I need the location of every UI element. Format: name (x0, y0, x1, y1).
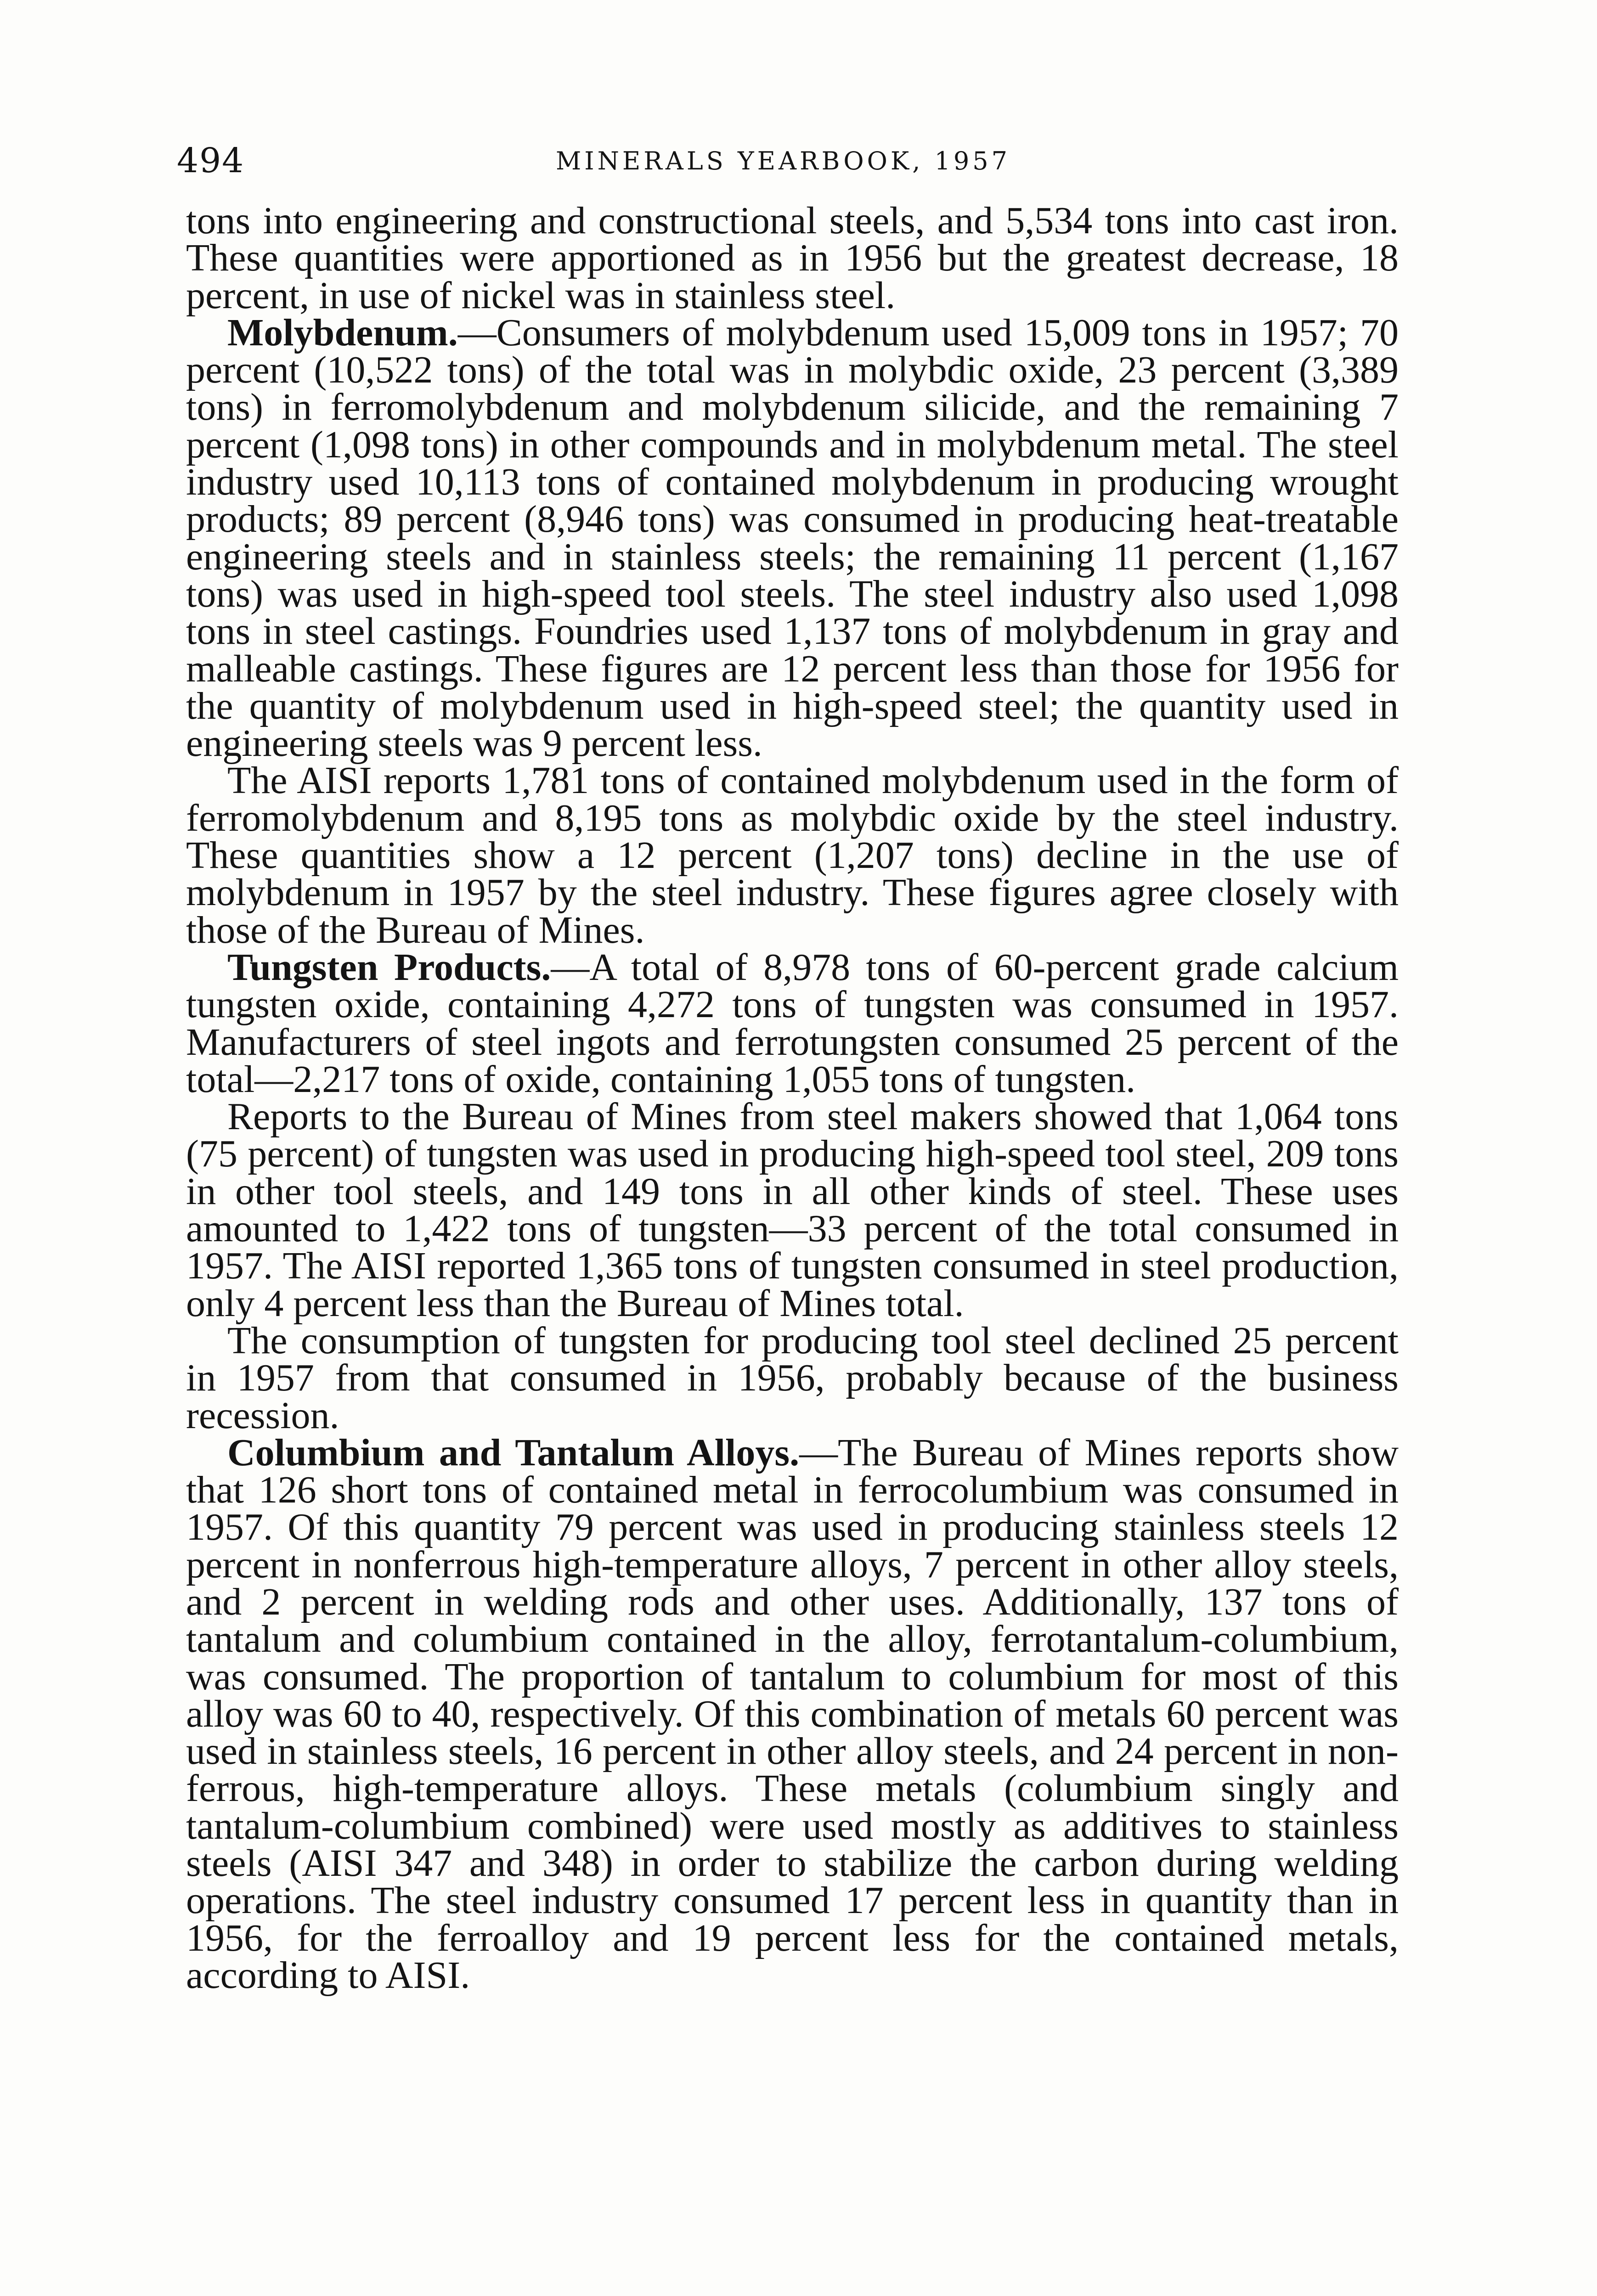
paragraph-text: —The Bureau of Mines reports show that 126 short tons of contained metal in ferrocolumbium was consumed in 1957. Of this quantity 79 percent was used in producing stainless steels 12 percent in nonferrous high-temperature alloys, 7 percent in other alloy steels, and 2 percent in welding rods and other uses. Additionally, 137 tons of tantalum and columbium contained in the alloy, ferrotantalum-columbium, was consumed. The proportion of tantalum to columbium for most of this alloy was 60 to 40, respectively. Of this combination of metals 60 percent was used in stainless steels, 16 percent in other alloy steels, and 24 percent in non-ferrous, high-temperature alloys. These metals (columbium singly and tantalum-columbium combined) were used mostly as additives to stainless steels (AISI 347 and 348) in order to stabilize the carbon during welding operations. The steel industry consumed 17 percent less in quantity than in 1956, for the ferroalloy and 19 percent less for the contained metals, according to AISI. (186, 1431, 1399, 1997)
running-title: MINERALS YEARBOOK, 1957 (555, 146, 1010, 175)
paragraph-text: —Consumers of molybdenum used 15,009 tons in 1957; 70 percent (10,522 tons) of the total was in molybdic oxide, 23 percent (3,389 tons) in ferromolybdenum and molybdenum silicide, and the remaining 7 percent (1,098 tons) in other compounds and in molybdenum metal. The steel industry used 10,113 tons of contained molybdenum in producing wrought products; 89 percent (8,946 tons) was consumed in producing heat-treatable engineering steels and in stainless steels; the remaining 11 percent (1,167 tons) was used in high-speed tool steels. The steel industry also used 1,098 tons in steel castings. Foundries used 1,137 tons of molybdenum in gray and malleable castings. These figures are 12 percent less than those for 1956 for the quantity of molybdenum used in high-speed steel; the quantity used in engineering steels was 9 percent less. (186, 311, 1399, 765)
paragraph-text: The consumption of tungsten for producing tool steel declined 25 percent in 1957 from that consumed in 1956, probably because of the business recession. (186, 1319, 1399, 1437)
section-heading-tungsten: Tungsten Products. (227, 945, 551, 989)
section-heading-molybdenum: Molybdenum. (227, 311, 458, 354)
paragraph-aisi-molybdenum (186, 759, 1399, 951)
section-heading-columbium-tantalum: Columbium and Tantalum Alloys. (227, 1431, 800, 1474)
page-header (177, 138, 1389, 188)
paragraph-tungsten-products (186, 945, 1399, 1101)
paragraph-tungsten-decline (186, 1319, 1399, 1437)
body-text (186, 199, 1399, 1997)
paragraph-text: tons into engineering and constructional steels, and 5,534 tons into cast iron. These quantities were apportioned as in 1956 but the greatest decrease, 18 percent, in use of nickel was in stainless steel. (186, 199, 1399, 317)
paragraph-tungsten-reports (186, 1095, 1399, 1325)
paragraph-nickel-continued (186, 199, 1399, 317)
paragraph-text: Reports to the Bureau of Mines from steel makers showed that 1,064 tons (75 percent) of tungsten was used in producing high-speed tool steel, 209 tons in other tool steels, and 149 tons in all other kinds of steel. These uses amounted to 1,422 tons of tungsten—33 percent of the total consumed in 1957. The AISI reported 1,365 tons of tungsten consumed in steel production, only 4 percent less than the Bureau of Mines total. (186, 1095, 1399, 1325)
paragraph-columbium-tantalum (186, 1431, 1399, 1997)
paragraph-molybdenum (186, 311, 1399, 765)
page-number: 494 (177, 141, 245, 180)
paragraph-text: —A total of 8,978 tons of 60-percent grade calcium tungsten oxide, containing 4,272 tons of tungsten was consumed in 1957. Manufacturers of steel ingots and ferrotungsten consumed 25 percent of the total—2,217 tons of oxide, containing 1,055 tons of tungsten. (186, 945, 1399, 1101)
paragraph-text: The AISI reports 1,781 tons of contained molybdenum used in the form of ferromolybdenum and 8,195 tons as molybdic oxide by the steel industry. These quantities show a 12 percent (1,207 tons) decline in the use of molybdenum in 1957 by the steel industry. These figures agree closely with those of the Bureau of Mines. (186, 759, 1399, 951)
